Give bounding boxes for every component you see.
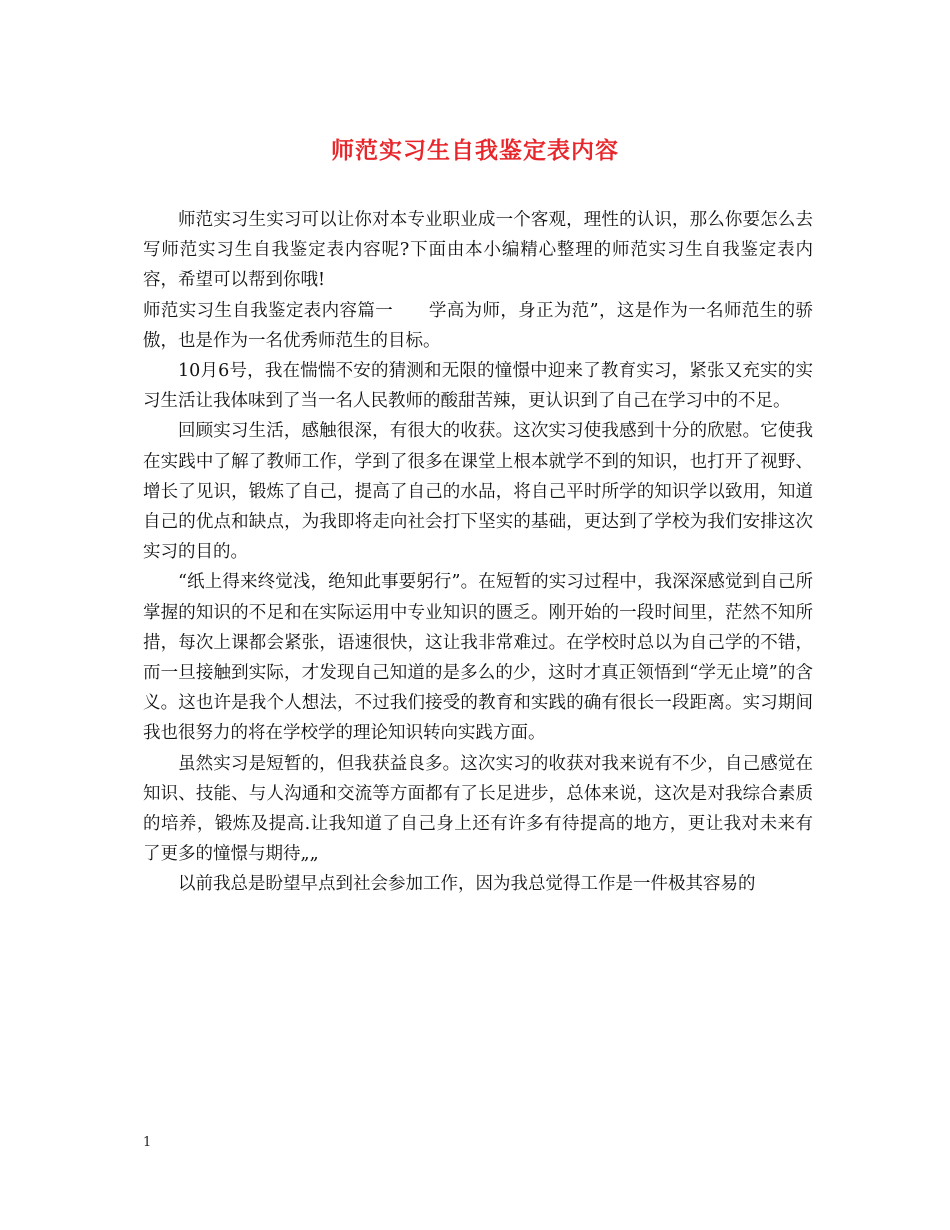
paragraph-intro: 师范实习生实习可以让你对本专业职业成一个客观，理性的认识，那么你要怎么去写师范实习生自我鉴定表内容呢?下面由本小编精心整理的师范实习生自我鉴定表内容，希望可以帮到你哦! (143, 210, 813, 291)
paragraph-gains: 虽然实习是短暂的，但我获益良多。这次实习的收获对我来说有不少，自己感觉在知识、技能、与人沟通和交流等方面都有了长足进步，总体来说，这次是对我综合素质的培养，锻炼及提高.让我知道了自己身上还有许多有待提高的地方，更让我对未来有了更多的憧憬与期待„„ (143, 753, 813, 865)
document-title: 师范实习生自我鉴定表内容 (331, 137, 619, 164)
paragraph-review: 回顾实习生活，感触很深，有很大的收获。这次实习使我感到十分的欣慰。它使我在实践中了解了教师工作，学到了很多在课堂上根本就学不到的知识，也打开了视野、增长了见识，锻炼了自己，提高了自己的水品，将自己平时所学的知识学以致用，知道自己的优点和缺点，为我即将走向社会打下坚实的基础，更达到了学校为我们安排这次实习的目的。 (143, 421, 813, 563)
paragraph-practice: “纸上得来终觉浅，绝知此事要躬行”。在短暂的实习过程中，我深深感觉到自己所掌握的知识的不足和在实际运用中专业知识的匮乏。刚开始的一段时间里，茫然不知所措，每次上课都会紧张，语速很快，这让我非常难过。在学校时总以为自己学的不错，而一旦接触到实际，才发现自己知道的是多么的少，这时才真正领悟到“学无止境”的含义。这也许是我个人想法，不过我们接受的教育和实践的确有很长一段距离。实习期间我也很努力的将在学校学的理论知识转向实践方面。 (143, 572, 813, 744)
paragraph-section-heading: 师范实习生自我鉴定表内容篇一 学高为师，身正为范”，这是作为一名师范生的骄傲，也是作为一名优秀师范生的目标。 (143, 300, 813, 351)
paragraph-closing: 以前我总是盼望早点到社会参加工作，因为我总觉得工作是一件极其容易的 (178, 874, 756, 895)
paragraph-internship-start: 10月6号，我在惴惴不安的猜测和无限的憧憬中迎来了教育实习，紧张又充实的实习生活让我体味到了当一名人民教师的酸甜苦辣，更认识到了自己在学习中的不足。 (143, 361, 813, 412)
page-number: 1 (143, 1135, 152, 1150)
document-body (143, 205, 813, 900)
